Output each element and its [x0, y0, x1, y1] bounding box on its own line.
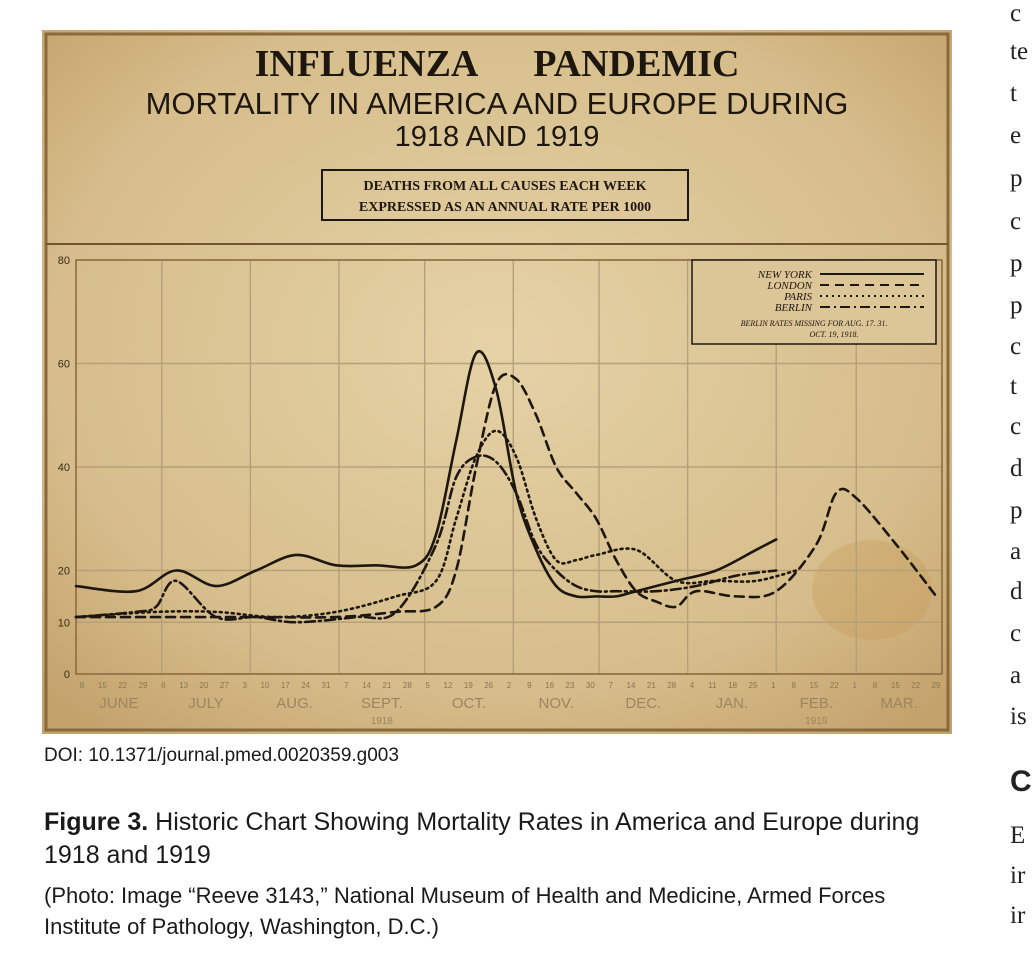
week-tick-label: 22 — [118, 681, 128, 690]
stain — [812, 540, 932, 640]
week-tick-label: 15 — [890, 681, 900, 690]
column-fragment: p — [1010, 292, 1023, 319]
legend-label: PARIS — [784, 291, 812, 303]
month-label: DEC. — [625, 695, 662, 712]
chart-subtitle-line2: 1918 AND 1919 — [394, 121, 600, 153]
week-tick-label: 8 — [79, 681, 85, 690]
month-label: MAR. — [880, 695, 918, 712]
month-label: JAN. — [715, 695, 749, 712]
figure-caption — [44, 806, 944, 872]
week-tick-label: 22 — [911, 681, 921, 690]
month-label: NOV. — [538, 695, 574, 712]
caption-text: Historic Chart Showing Mortality Rates in America and Europe during 1918 and 1919 — [44, 808, 920, 869]
column-fragment: t — [1010, 373, 1017, 400]
column-fragment: c — [1010, 208, 1022, 235]
y-tick-label: 20 — [57, 565, 70, 578]
week-tick-label: 9 — [527, 681, 532, 690]
column-fragment: c — [1010, 0, 1022, 27]
year-label: 1918 — [370, 716, 393, 727]
column-fragment: a — [1010, 538, 1022, 565]
week-tick-label: 15 — [97, 681, 107, 690]
column-fragment: ir — [1010, 862, 1026, 889]
legend-label: NEW YORK — [757, 269, 812, 281]
week-tick-label: 26 — [484, 681, 494, 690]
column-fragment: d — [1010, 578, 1023, 605]
column-fragment: E — [1010, 822, 1026, 849]
month-label: FEB. — [799, 695, 833, 712]
month-label: JULY — [188, 695, 224, 712]
column-fragment: te — [1010, 38, 1029, 65]
week-tick-label: 29 — [138, 681, 148, 690]
column-fragment: p — [1010, 165, 1023, 192]
week-tick-label: 7 — [344, 681, 349, 690]
week-tick-label: 14 — [626, 681, 636, 690]
week-tick-label: 20 — [199, 681, 209, 690]
chart-photo — [42, 30, 952, 734]
column-fragment: a — [1010, 662, 1022, 689]
week-tick-label: 21 — [382, 681, 392, 690]
week-tick-label: 22 — [829, 681, 839, 690]
y-tick-label: 40 — [57, 462, 70, 474]
chart-title: INFLUENZA PANDEMIC — [254, 43, 740, 85]
photo-credit: (Photo: Image “Reeve 3143,” National Museum of Health and Medicine, Armed Forces Institute of Pathology, Washington, D.C.) — [44, 883, 886, 939]
year-label: 1919 — [805, 716, 828, 727]
chart-subtitle-line1: MORTALITY IN AMERICA AND EUROPE DURING — [145, 86, 849, 121]
week-tick-label: 16 — [545, 681, 555, 690]
y-tick-label: 10 — [57, 617, 70, 630]
column-fragment: c — [1010, 333, 1022, 360]
column-fragment: c — [1010, 413, 1022, 440]
month-label: OCT. — [451, 695, 487, 712]
week-tick-label: 28 — [667, 681, 677, 690]
legend-label: BERLIN — [774, 302, 812, 314]
column-fragment: c — [1010, 620, 1022, 647]
column-fragment: t — [1010, 80, 1017, 107]
week-tick-label: 31 — [321, 681, 331, 690]
units-box-line1: DEATHS FROM ALL CAUSES EACH WEEK — [363, 179, 647, 194]
week-tick-label: 12 — [443, 681, 453, 690]
column-fragment: C — [1010, 765, 1032, 798]
month-label: SEPT. — [360, 695, 403, 712]
legend-label: LONDON — [767, 280, 812, 292]
week-tick-label: 7 — [608, 681, 613, 690]
week-tick-label: 13 — [179, 681, 189, 690]
week-tick-label: 24 — [301, 681, 311, 690]
week-tick-label: 8 — [791, 681, 796, 690]
column-fragment: is — [1010, 703, 1027, 730]
week-tick-label: 27 — [219, 681, 229, 690]
week-tick-label: 1 — [771, 681, 776, 690]
week-tick-label: 6 — [161, 681, 166, 690]
month-label: JUNE — [99, 695, 139, 712]
week-tick-label: 2 — [506, 681, 512, 690]
week-tick-label: 11 — [708, 681, 717, 690]
week-tick-label: 19 — [463, 681, 473, 690]
week-tick-label: 3 — [242, 681, 247, 690]
y-tick-label: 0 — [63, 669, 70, 681]
week-tick-label: 5 — [425, 681, 430, 690]
units-box-line2: EXPRESSED AS AN ANNUAL RATE PER 1000 — [358, 200, 652, 215]
week-tick-label: 17 — [280, 681, 290, 690]
week-tick-label: 28 — [402, 681, 412, 690]
y-tick-label: 60 — [57, 358, 70, 371]
week-tick-label: 21 — [646, 681, 656, 690]
week-tick-label: 15 — [809, 681, 819, 690]
doi-text[interactable]: DOI: 10.1371/journal.pmed.0020359.g003 — [44, 745, 399, 766]
week-tick-label: 8 — [872, 681, 878, 690]
week-tick-label: 25 — [748, 681, 758, 690]
figure-label: Figure 3. — [44, 808, 149, 836]
week-tick-label: 4 — [689, 681, 695, 690]
legend-note-line2: OCT. 19, 1918. — [809, 330, 859, 339]
column-fragment: d — [1010, 455, 1023, 482]
legend-note-line1: BERLIN RATES MISSING FOR AUG. 17. 31. — [740, 319, 888, 328]
column-fragment: p — [1010, 497, 1023, 524]
month-label: AUG. — [276, 695, 313, 712]
column-fragment: p — [1010, 250, 1023, 277]
week-tick-label: 29 — [931, 681, 941, 690]
week-tick-label: 10 — [260, 681, 270, 690]
y-tick-label: 80 — [57, 255, 70, 267]
week-tick-label: 1 — [852, 681, 857, 690]
week-tick-label: 30 — [585, 681, 595, 690]
column-fragment: e — [1010, 122, 1022, 149]
week-tick-label: 18 — [728, 681, 738, 690]
week-tick-label: 14 — [362, 681, 372, 690]
week-tick-label: 23 — [565, 681, 575, 690]
column-fragment: ir — [1010, 902, 1026, 929]
